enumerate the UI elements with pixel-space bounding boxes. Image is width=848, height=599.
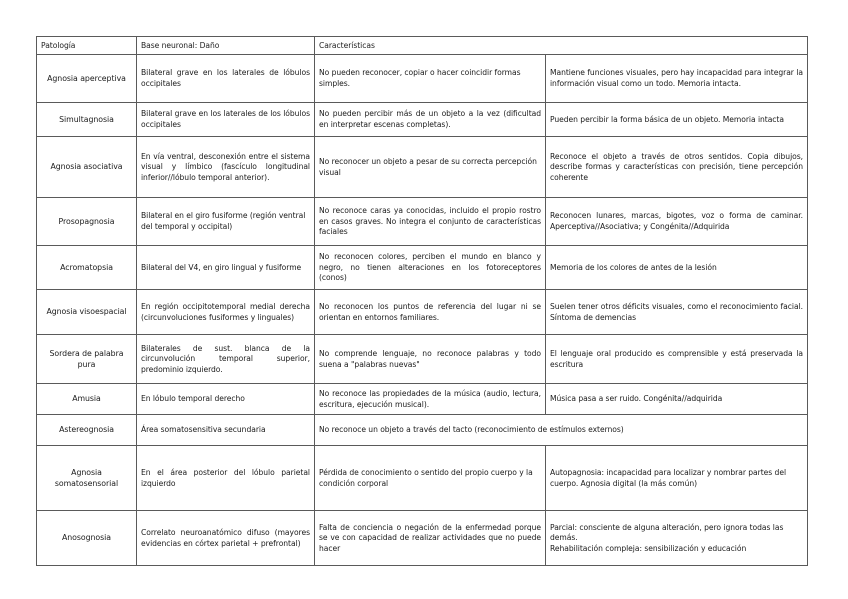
extra-line: Rehabilitación compleja: sensibilización y educación [550,543,747,553]
header-patologia: Patología [37,37,137,55]
row-pathology-name: Agnosia aperceptiva [37,55,137,103]
row-caracteristicas: No pueden reconocer, copiar o hacer coincidir formas simples. [315,55,546,103]
row-base-neuronal: En lóbulo temporal derecho [137,384,315,415]
row-extra-notes: Música pasa a ser ruido. Congénita//adquirida [546,384,808,415]
row-extra-notes [546,511,808,566]
row-base-neuronal: En vía ventral, desconexión entre el sistema visual y límbico (fascículo longitudinal inferior//lóbulo temporal anterior). [137,137,315,198]
row-pathology-name: Astereognosia [37,415,137,446]
row-base-neuronal: Bilateral grave en los laterales de los lóbulos occipitales [137,103,315,137]
row-caracteristicas: Falta de conciencia o negación de la enfermedad porque se ve con capacidad de realizar actividades que no puede hacer [315,511,546,566]
table-row [37,335,808,384]
table-row [37,55,808,103]
row-base-neuronal: Área somatosensitiva secundaria [137,415,315,446]
table-row [37,137,808,198]
row-base-neuronal: Bilaterales de sust. blanca de la circunvolución temporal superior, predominio izquierdo. [137,335,315,384]
row-pathology-name: Anosognosia [37,511,137,566]
row-pathology-name: Acromatopsia [37,246,137,290]
header-base-neuronal: Base neuronal: Daño [137,37,315,55]
row-pathology-name: Prosopagnosia [37,198,137,246]
row-extra-notes: Suelen tener otros déficits visuales, como el reconocimiento facial. Síntoma de demencias [546,290,808,335]
row-caracteristicas: Pérdida de conocimiento o sentido del propio cuerpo y la condición corporal [315,446,546,511]
row-caracteristicas: No reconoce las propiedades de la música (audio, lectura, escritura, ejecución musical). [315,384,546,415]
table-row [37,384,808,415]
row-base-neuronal: Correlato neuroanatómico difuso (mayores evidencias en córtex parietal + prefrontal) [137,511,315,566]
table-row [37,290,808,335]
table-header-row [37,37,808,55]
row-caracteristicas: No pueden percibir más de un objeto a la vez (dificultad en interpretar escenas completas). [315,103,546,137]
row-pathology-name: Simultagnosia [37,103,137,137]
table-row [37,446,808,511]
table-row [37,511,808,566]
row-caracteristicas: No reconoce caras ya conocidas, incluido el propio rostro en casos graves. No integra el conjunto de características faciales [315,198,546,246]
row-base-neuronal: Bilateral grave en los laterales de lóbulos occipitales [137,55,315,103]
row-extra-notes: Memoria de los colores de antes de la lesión [546,246,808,290]
row-extra-notes: Reconoce el objeto a través de otros sentidos. Copia dibujos, describe formas y características con precisión, tiene percepción coherente [546,137,808,198]
table-row [37,246,808,290]
table-row [37,415,808,446]
pathology-table [36,36,808,566]
row-caracteristicas: No reconocer un objeto a pesar de su correcta percepción visual [315,137,546,198]
row-extra-notes: Pueden percibir la forma básica de un objeto. Memoria intacta [546,103,808,137]
row-extra-notes: Reconocen lunares, marcas, bigotes, voz o forma de caminar. Aperceptiva//Asociativa; y Congénita//Adquirida [546,198,808,246]
row-caracteristicas: No reconocen los puntos de referencia del lugar ni se orientan en entornos familiares. [315,290,546,335]
row-caracteristicas: No comprende lenguaje, no reconoce palabras y todo suena a "palabras nuevas" [315,335,546,384]
row-pathology-name: Agnosia somatosensorial [37,446,137,511]
row-extra-notes: El lenguaje oral producido es comprensible y está preservada la escritura [546,335,808,384]
row-base-neuronal: Bilateral del V4, en giro lingual y fusiforme [137,246,315,290]
row-extra-notes: Mantiene funciones visuales, pero hay incapacidad para integrar la información visual como un todo. Memoria intacta. [546,55,808,103]
row-pathology-name: Amusia [37,384,137,415]
row-caracteristicas: No reconoce un objeto a través del tacto (reconocimiento de estímulos externos) [315,415,808,446]
table-row [37,198,808,246]
row-pathology-name: Sordera de palabra pura [37,335,137,384]
row-pathology-name: Agnosia asociativa [37,137,137,198]
extra-line: Parcial: consciente de alguna alteración, pero ignora todas las demás. [550,522,784,543]
table-row [37,103,808,137]
row-pathology-name: Agnosia visoespacial [37,290,137,335]
row-caracteristicas: No reconocen colores, perciben el mundo en blanco y negro, no tienen alteraciones en los fotoreceptores (conos) [315,246,546,290]
header-caracteristicas: Características [315,37,808,55]
row-extra-notes: Autopagnosia: incapacidad para localizar y nombrar partes del cuerpo. Agnosia digital (la más común) [546,446,808,511]
row-base-neuronal: En el área posterior del lóbulo parietal izquierdo [137,446,315,511]
row-base-neuronal: Bilateral en el giro fusiforme (región ventral del temporal y occipital) [137,198,315,246]
row-base-neuronal: En región occipitotemporal medial derecha (circunvoluciones fusiformes y linguales) [137,290,315,335]
